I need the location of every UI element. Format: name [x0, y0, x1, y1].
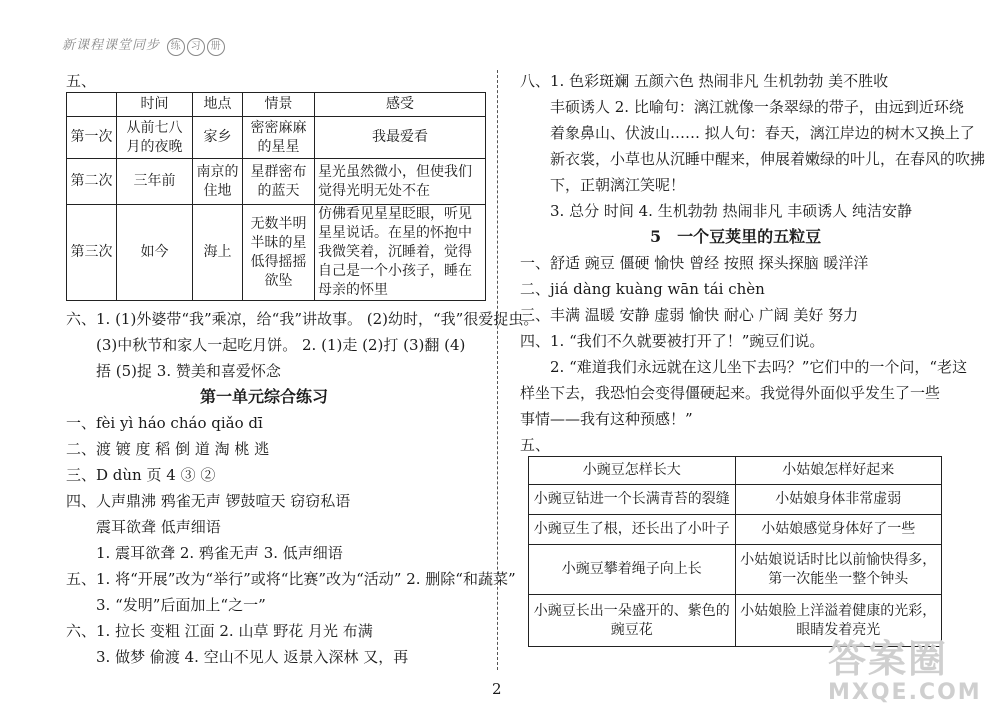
s8-line-5: 下，正朝漓江笑呢！ [550, 176, 686, 194]
s8-line-6: 3. 总分 时间 4. 生机勃勃 热闹非凡 丰硕诱人 纯洁安静 [550, 202, 913, 220]
s6-line-1: 六、1. (1)外婆带“我”乘凉，给“我”讲故事。 (2)幼时，“我”很爱捉虫。 [66, 310, 539, 328]
table-cell: 我最爱看 [315, 117, 486, 159]
table-cell: 海上 [193, 205, 243, 301]
item-1: 一、fèi yì háo cháo qiǎo dī [66, 414, 263, 432]
table-header-row [67, 93, 486, 117]
page-number: 2 [492, 680, 502, 698]
item-5: 五、1. 将“开展”改为“举行”或将“比赛”改为“活动” 2. 删除“和蔬菜” [66, 570, 516, 588]
item-4-answers: 1. 震耳欲聋 2. 鸦雀无声 3. 低声细语 [96, 544, 343, 562]
table-cell: 密密麻麻的星星 [243, 117, 315, 159]
section-5-label: 五、 [66, 72, 97, 90]
table-header [67, 93, 117, 117]
r-item-4: 四、1. “我们不久就要被打开了！”豌豆们说。 [520, 332, 825, 350]
s8-line-4: 新衣裳，小草也从沉睡中醒来，伸展着嫩绿的叶儿，在春风的吹拂 [550, 150, 986, 168]
table-header: 小豌豆怎样长大 [529, 457, 736, 485]
item-6: 六、1. 拉长 变粗 江面 2. 山草 野花 月光 布满 [66, 622, 373, 640]
pea-table [528, 456, 942, 647]
table-cell: 星光虽然微小，但使我们觉得光明无处不在 [315, 159, 486, 205]
table-cell: 仿佛看见星星眨眼，听见星星说话。在星的怀抱中我微笑着，沉睡着，觉得自己是一个小孩子，睡在母亲的怀里 [315, 205, 486, 301]
table-row [529, 485, 942, 515]
table-row [67, 205, 486, 301]
r-item-1: 一、舒适 豌豆 僵硬 愉快 曾经 按照 探头探脑 暖洋洋 [520, 254, 869, 272]
item-4-cont: 震耳欲聋 低声细语 [96, 518, 221, 536]
table-cell: 无数半明半昧的星低得摇摇欲坠 [243, 205, 315, 301]
lesson-title: 5 一个豆荚里的五粒豆 [650, 227, 822, 246]
table-cell: 南京的住地 [193, 159, 243, 205]
table-cell: 小姑娘身体非常虚弱 [735, 485, 942, 515]
s6-line-3: 捂 (5)捉 3. 赞美和喜爱怀念 [96, 362, 281, 380]
table-row [529, 515, 942, 545]
watermark-url: MXQE.COM [828, 680, 982, 705]
table-cell: 从前七八月的夜晚 [117, 117, 193, 159]
table-cell: 小豌豆攀着绳子向上长 [529, 545, 736, 595]
s8-line-1: 八、1. 色彩斑斓 五颜六色 热闹非凡 生机勃勃 美不胜收 [520, 72, 889, 90]
table-cell: 第二次 [67, 159, 117, 205]
table-cell: 家乡 [193, 117, 243, 159]
s6-line-2: (3)中秋节和家人一起吃月饼。 2. (1)走 (2)打 (3)翻 (4) [96, 336, 466, 354]
r-item-3: 三、丰满 温暖 安静 虚弱 愉快 耐心 广阔 美好 努力 [520, 306, 859, 324]
table-header: 感受 [315, 93, 486, 117]
table-cell: 小豌豆长出一朵盛开的、紫色的豌豆花 [529, 595, 736, 647]
table-cell: 小豌豆生了根，还长出了小叶子 [529, 515, 736, 545]
book-char-2: 习 [187, 38, 205, 56]
table-cell: 小豌豆钻进一个长满青苔的裂缝 [529, 485, 736, 515]
table-row [529, 545, 942, 595]
table-cell: 星群密布的蓝天 [243, 159, 315, 205]
item-2: 二、渡 镀 度 稻 倒 道 淘 桃 逃 [66, 440, 270, 458]
table-cell: 小姑娘感觉身体好了一些 [735, 515, 942, 545]
book-header [62, 34, 225, 56]
r-item-2: 二、jiá dàng kuàng wān tái chèn [520, 280, 765, 298]
table-header: 时间 [117, 93, 193, 117]
unit-title: 第一单元综合练习 [200, 387, 329, 406]
table-header: 情景 [243, 93, 315, 117]
table-row [67, 117, 486, 159]
book-char-3: 册 [207, 38, 225, 56]
stars-table [66, 92, 486, 301]
item-4: 四、人声鼎沸 鸦雀无声 锣鼓喧天 窃窃私语 [66, 492, 351, 510]
s8-line-3: 着象鼻山、伏波山…… 拟人句：春天，漓江岸边的树木又换上了 [550, 124, 975, 142]
table-cell: 小姑娘说话时比以前愉快得多，第一次能坐一整个钟头 [735, 545, 942, 595]
column-divider [497, 70, 499, 670]
r-item-4-2c: 事情——我有这种预感！” [520, 410, 693, 428]
table-cell: 第一次 [67, 117, 117, 159]
r-item-4-2b: 样坐下去，我恐怕会变得僵硬起来。我觉得外面似乎发生了一些 [520, 384, 941, 402]
s8-line-2: 丰硕诱人 2. 比喻句：漓江就像一条翠绿的带子，由远到近环绕 [550, 98, 964, 116]
series-title: 新课程课堂同步 [62, 38, 161, 53]
item-5-cont: 3. “发明”后面加上“之一” [96, 596, 266, 614]
book-char-1: 练 [167, 38, 185, 56]
r-item-5-label: 五、 [520, 436, 551, 454]
table-header-row [529, 457, 942, 485]
item-3: 三、D dùn 页 4 ③ ② [66, 466, 216, 484]
r-item-4-2a: 2. “难道我们永远就在这儿坐下去吗？”它们中的一个问，“老这 [550, 358, 968, 376]
table-row [67, 159, 486, 205]
watermark-logo [828, 638, 988, 718]
table-cell: 第三次 [67, 205, 117, 301]
watermark-text: 答案圈 [828, 637, 949, 681]
table-cell: 三年前 [117, 159, 193, 205]
table-cell: 小姑娘脸上洋溢着健康的光彩，眼睛发着亮光 [735, 595, 942, 647]
table-header: 小姑娘怎样好起来 [735, 457, 942, 485]
item-6-cont: 3. 做梦 偷渡 4. 空山不见人 返景入深林 又，再 [96, 648, 409, 666]
table-cell: 如今 [117, 205, 193, 301]
table-header: 地点 [193, 93, 243, 117]
